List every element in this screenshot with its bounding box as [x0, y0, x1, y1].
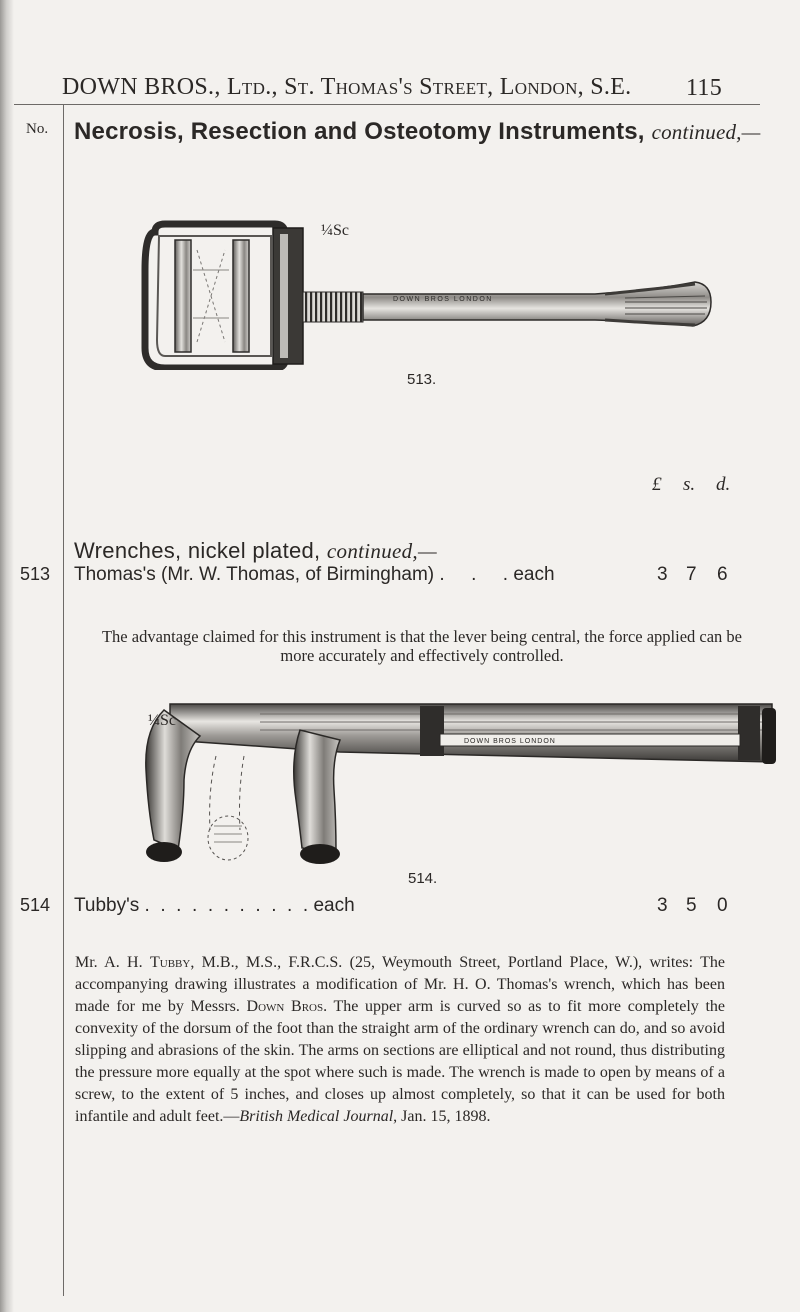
- category-title-text: Wrenches, nickel plated,: [74, 538, 321, 563]
- section-title-continued: continued,—: [651, 120, 761, 144]
- item-514-unit: each: [313, 895, 355, 916]
- item-513-pence: 6: [717, 564, 728, 585]
- category-title: [74, 538, 437, 564]
- wrench-513-illustration: [135, 210, 715, 370]
- money-header-pounds: £: [652, 474, 662, 495]
- item-514-pounds: 3: [657, 895, 668, 916]
- quote-author-surname: Tubby: [149, 954, 191, 971]
- wrench-514-maker-mark: DOWN BROS LONDON: [464, 738, 556, 745]
- item-514-line: [74, 895, 355, 917]
- item-514-pence: 0: [717, 895, 728, 916]
- quote-author-prefix: Mr. A. H.: [75, 954, 150, 971]
- page-number: 115: [686, 75, 723, 101]
- item-513-shillings: 7: [686, 564, 697, 585]
- item-number-513: 513: [20, 564, 51, 584]
- section-title-text: Necrosis, Resection and Osteotomy Instruments,: [74, 118, 645, 145]
- running-header: [62, 74, 762, 101]
- item-513-line: [74, 564, 555, 586]
- header-ltd: Ltd.,: [226, 74, 278, 100]
- quote-text-part-a: , M.B., M.S., F.R.C.S. (25, Weymouth Street, Portland Place, W.), writes: The accompanying drawing illustrates a modification of Mr. H. O. Thomas's wrench, which has been made for me by Messrs.: [75, 954, 725, 1015]
- number-column-label: No.: [26, 121, 49, 137]
- item-513-pounds: 3: [657, 564, 668, 585]
- item-514-shillings: 5: [686, 895, 697, 916]
- figure-514-caption: 514.: [408, 870, 438, 887]
- number-column-rule: [63, 104, 64, 1296]
- binding-shadow: [0, 0, 14, 1312]
- wrench-514-illustration: [140, 700, 782, 870]
- item-513-description: The advantage claimed for this instrument is that the lever being central, the force applied can be more accurately and effectively controlled.: [101, 627, 743, 665]
- money-header-shillings: s.: [683, 474, 696, 495]
- section-title: [74, 118, 761, 146]
- wrench-513-maker-mark: DOWN BROS LONDON: [393, 296, 493, 303]
- figure-513-caption: 513.: [407, 371, 437, 388]
- money-header-pence: d.: [716, 474, 731, 495]
- item-513-name: Thomas's (Mr. W. Thomas, of Birmingham): [74, 564, 435, 585]
- quote-firm-name: Down Bros.: [246, 998, 328, 1015]
- quote-source: British Medical Journal: [239, 1108, 394, 1125]
- header-city: London, S.E.: [499, 74, 632, 100]
- category-title-continued: continued,—: [326, 539, 437, 563]
- quote-text-part-b: The upper arm is curved so as to fit more completely the convexity of the dorsum of the foot than the straight arm of the ordinary wrench can do, and so avoid slipping and abrasions of the skin. The arms on sections are elliptical and not round, thus distributing the pressure more equally at the spot where such is made. The wrench is made to open by means of a screw, to the extent of 5 inches, and closes up almost completely, so that it can be used for both infantile and adult feet.—: [75, 998, 725, 1125]
- quote-date: , Jan. 15, 1898.: [393, 1108, 491, 1125]
- figure-514-scale: ¼Sc: [148, 712, 176, 729]
- item-513-leaders: . . .: [434, 564, 514, 585]
- header-rule: [14, 104, 760, 105]
- header-street: St. Thomas's Street,: [284, 74, 494, 100]
- header-firm: DOWN BROS.,: [62, 74, 221, 100]
- item-number-514: 514: [20, 895, 51, 915]
- item-514-name: Tubby's: [74, 895, 140, 916]
- item-514-leaders: . . . . . . . . . . .: [139, 895, 314, 916]
- item-513-unit: each: [513, 564, 555, 585]
- figure-513-scale: ¼Sc: [321, 222, 349, 239]
- item-514-quote: [75, 952, 725, 1128]
